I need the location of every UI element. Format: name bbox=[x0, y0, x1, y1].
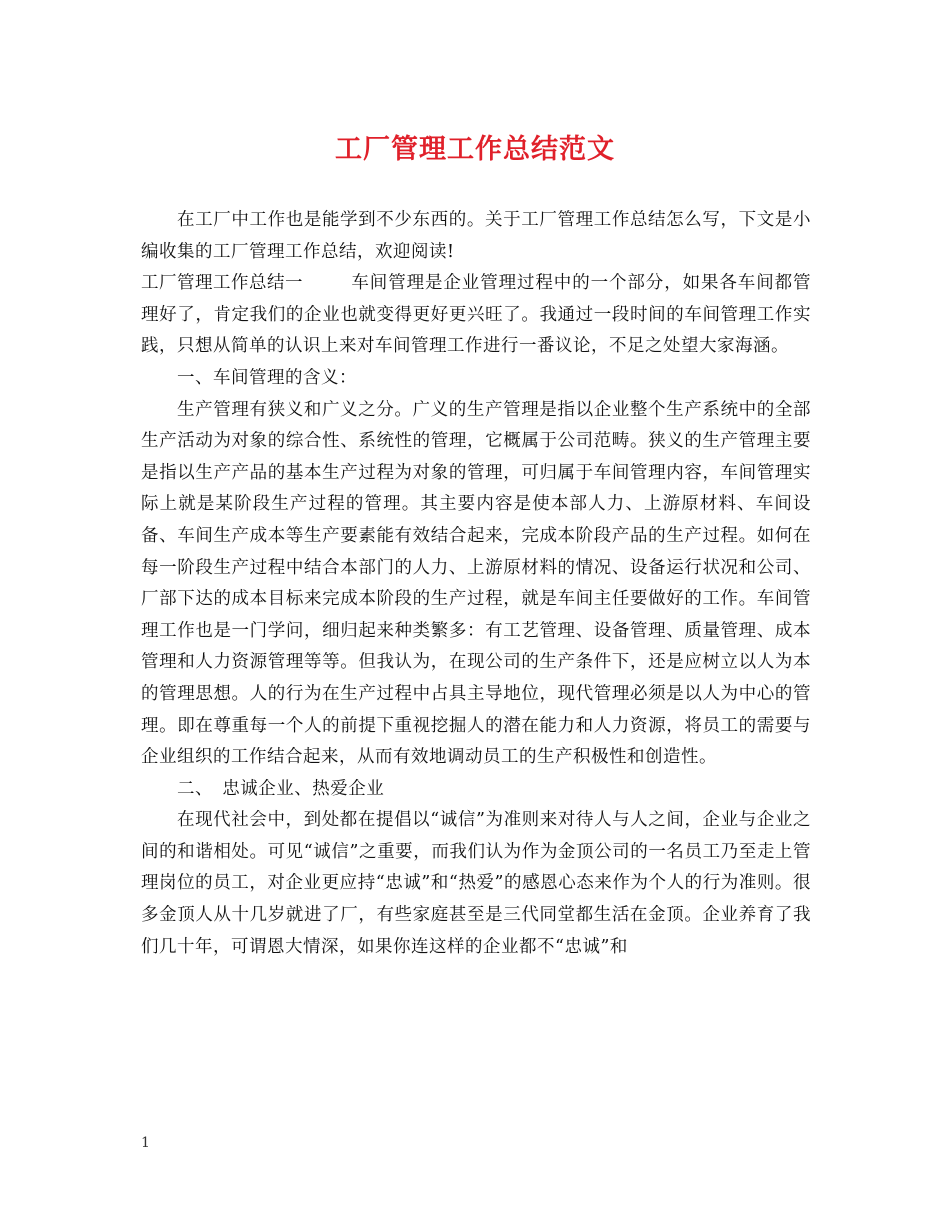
section-one-text: 车间管理是企业管理过程中的一个部分，如果各车间都管理好了，肯定我们的企业也就变得更好更兴旺了。我通过一段时间的车间管理工作实践，只想从简单的认识上来对车间管理工作进行一番议论，不足之处望大家海涵。 bbox=[141, 273, 811, 357]
page-number: 1 bbox=[141, 1135, 150, 1151]
section-one-heading: 工厂管理工作总结一 bbox=[141, 273, 303, 294]
document-body bbox=[141, 205, 811, 963]
heading-workshop-meaning: 一、车间管理的含义： bbox=[177, 367, 357, 388]
intro-paragraph: 在工厂中工作也是能学到不少东西的。关于工厂管理工作总结怎么写，下文是小编收集的工厂管理工作总结，欢迎阅读! bbox=[141, 210, 811, 262]
paragraph-production-management: 生产管理有狭义和广义之分。广义的生产管理是指以企业整个生产系统中的全部生产活动为对象的综合性、系统性的管理，它概属于公司范畴。狭义的生产管理主要是指以生产产品的基本生产过程为对象的管理，可归属于车间管理内容，车间管理实际上就是某阶段生产过程的管理。其主要内容是使本部人力、上游原材料、车间设备、车间生产成本等生产要素能有效结合起来，完成本阶段产品的生产过程。如何在每一阶段生产过程中结合本部门的人力、上游原材料的情况、设备运行状况和公司、厂部下达的成本目标来完成本阶段的生产过程，就是车间主任要做好的工作。车间管理工作也是一门学问，细归起来种类繁多：有工艺管理、设备管理、质量管理、成本管理和人力资源管理等等。但我认为，在现公司的生产条件下，还是应树立以人为本的管理思想。人的行为在生产过程中占具主导地位，现代管理必须是以人为中心的管理。即在尊重每一个人的前提下重视挖掘人的潜在能力和人力资源，将员工的需要与企业组织的工作结合起来，从而有效地调动员工的生产积极性和创造性。 bbox=[141, 399, 811, 768]
document-title: 工厂管理工作总结范文 bbox=[335, 134, 615, 165]
section-one-paragraph bbox=[141, 268, 811, 363]
paragraph-integrity: 在现代社会中，到处都在提倡以“诚信”为准则来对待人与人之间，企业与企业之间的和谐相处。可见“诚信”之重要，而我们认为作为金顶公司的一名员工乃至走上管理岗位的员工，对企业更应持“忠诚”和“热爱”的感恩心态来作为个人的行为准则。很多金顶人从十几岁就进了厂，有些家庭甚至是三代同堂都生活在金顶。企业养育了我们几十年，可谓恩大情深，如果你连这样的企业都不“忠诚”和 bbox=[141, 810, 811, 957]
heading-loyalty: 二、 忠诚企业、热爱企业 bbox=[177, 778, 385, 799]
